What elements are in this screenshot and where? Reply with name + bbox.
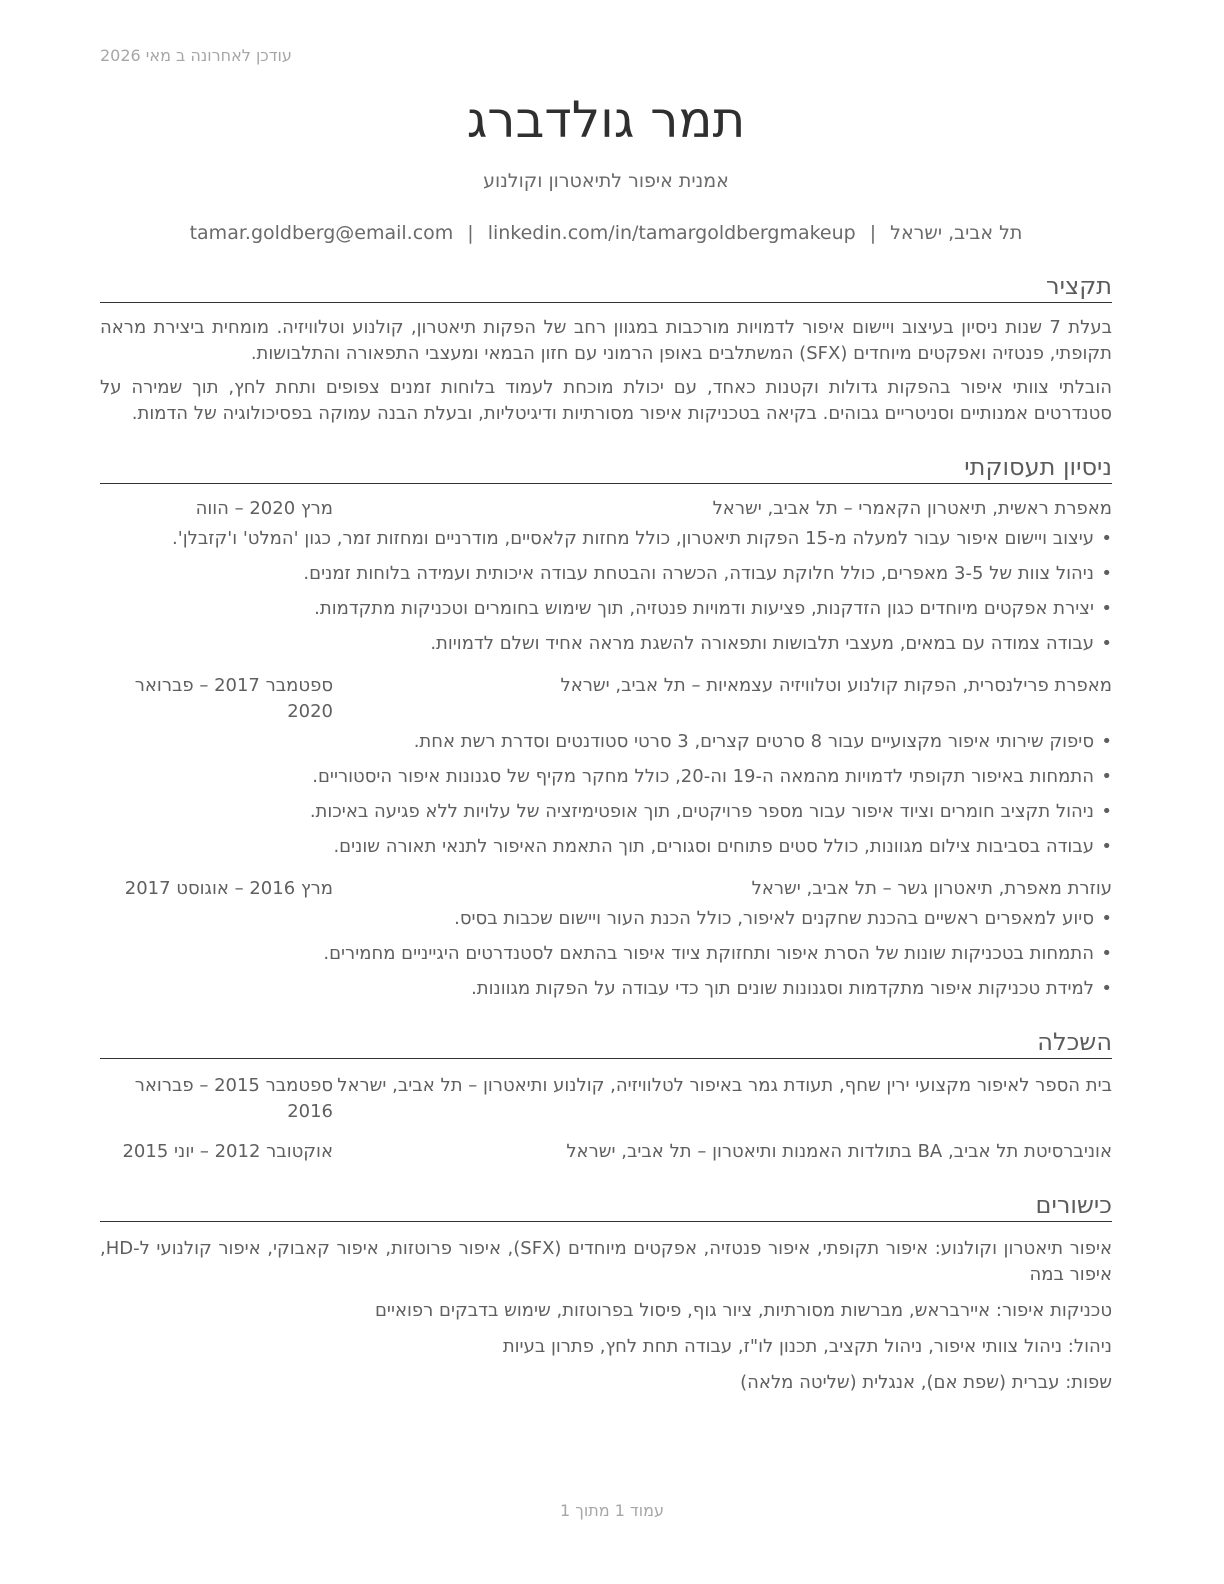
job-header xyxy=(100,673,1112,725)
job-bullets xyxy=(100,729,1112,860)
bullet-item: • ניהול צוות של 3-5 מאפרים, כולל חלוקת עבודה, הכשרה והבטחת עבודה איכותית ועמידה בלוחות זמנים. xyxy=(100,561,1112,587)
job-bullets xyxy=(100,906,1112,1002)
bullet-item: • עבודה צמודה עם במאים, מעצבי תלבושות ותפאורה להשגת מראה אחיד ושלם לדמויות. xyxy=(100,631,1112,657)
contact-line xyxy=(100,220,1112,246)
candidate-name: תמר גולדברג xyxy=(466,91,746,149)
job-title-line: מאפרת ראשית, תיאטרון הקאמרי – תל אביב, ישראל xyxy=(712,498,1112,519)
bullet-item: • למידת טכניקות איפור מתקדמות וסגנונות שונים תוך כדי עבודה על הפקות מגוונות. xyxy=(100,976,1112,1002)
job-entry xyxy=(100,673,1112,860)
skills-line: טכניקות איפור: איירבראש, מברשות מסורתיות, ציור גוף, פיסול בפרוטזות, שימוש בדבקים רפואיים xyxy=(374,1300,1112,1321)
summary-paragraph: בעלת 7 שנות ניסיון בעיצוב ויישום איפור לדמויות מורכבות במגוון רחב של הפקות תיאטרון, קולנוע וטלוויזיה. מומחית ביצירת מראה תקופתי, פנטזיה ואפקטים מיוחדים (SFX) המשתלבים באופן הרמוני עם חזון הבמאי ומעצבי התפאורה והתלבושות. xyxy=(100,317,1112,364)
separator: | xyxy=(467,222,474,244)
job-bullets xyxy=(100,526,1112,657)
bullet-item: • יצירת אפקטים מיוחדים כגון הזדקנות, פציעות ודמויות פנטזיה, תוך שימוש בחומרים וטכניקות מתקדמות. xyxy=(100,596,1112,622)
summary-heading: תקציר xyxy=(100,272,1112,303)
bullet-item: • סיוע למאפרים ראשיים בהכנת שחקנים לאיפור, כולל הכנת העור ויישום שכבות בסיס. xyxy=(100,906,1112,932)
bullet-item: • ניהול תקציב חומרים וציוד איפור עבור מספר פרויקטים, תוך אופטימיזציה של עלויות ללא פגיעה באיכות. xyxy=(100,799,1112,825)
summary-section xyxy=(100,315,1112,427)
education-entry xyxy=(100,1139,1112,1165)
bullet-item: • התמחות בטכניקות שונות של הסרת איפור ותחזוקת ציוד איפור בהתאם לסטנדרטים היגייניים מחמירים. xyxy=(100,941,1112,967)
experience-section xyxy=(100,496,1112,1002)
job-dates: מרץ 2020 – הווה xyxy=(195,498,333,519)
skills-line: שפות: עברית (שפת אם), אנגלית (שליטה מלאה) xyxy=(740,1372,1112,1393)
skills-heading: כישורים xyxy=(100,1191,1112,1222)
skills-line: ניהול: ניהול צוותי איפור, ניהול תקציב, תכנון לו"ז, עבודה תחת לחץ, פתרון בעיות xyxy=(502,1336,1112,1357)
education-entry xyxy=(100,1073,1112,1125)
bullet-item: • עיצוב ויישום איפור עבור למעלה מ-15 הפקות תיאטרון, כולל מחזות קלאסיים, מודרניים ומחזות זמר, כגון 'המלט' ו'קזבלן'. xyxy=(100,526,1112,552)
experience-heading: ניסיון תעסוקתי xyxy=(100,453,1112,484)
skills-line: איפור תיאטרון וקולנוע: איפור תקופתי, איפור פנטזיה, אפקטים מיוחדים (SFX), איפור פרוטזות, איפור קאבוקי, איפור קולנועי ל-HD, איפור במה xyxy=(100,1238,1113,1285)
separator: | xyxy=(869,222,877,244)
bullet-item: • התמחות באיפור תקופתי לדמויות מהמאה ה-19 וה-20, כולל מחקר מקיף של סגנונות איפור היסטוריים. xyxy=(100,764,1112,790)
job-dates: מרץ 2016 – אוגוסט 2017 xyxy=(124,878,333,899)
skills-section xyxy=(100,1236,1112,1396)
education-title: אוניברסיטת תל אביב, BA בתולדות האמנות ותיאטרון – תל אביב, ישראל xyxy=(566,1141,1112,1162)
location: תל אביב, ישראל xyxy=(890,222,1023,244)
email-link[interactable]: tamar.goldberg@email.com xyxy=(189,222,454,244)
job-dates: ספטמבר 2017 – פברואר 2020 xyxy=(134,675,333,722)
job-entry xyxy=(100,876,1112,1002)
education-heading: השכלה xyxy=(100,1028,1112,1059)
job-title-line: מאפרת פרילנסרית, הפקות קולנוע וטלוויזיה עצמאיות – תל אביב, ישראל xyxy=(560,675,1112,696)
job-entry xyxy=(100,496,1112,657)
job-title-line: עוזרת מאפרת, תיאטרון גשר – תל אביב, ישראל xyxy=(751,878,1112,899)
linkedin-link[interactable]: linkedin.com/in/tamargoldbergmakeup xyxy=(487,222,856,244)
job-header xyxy=(100,496,1112,522)
resume-page xyxy=(100,90,1112,1396)
last-updated: עודכן לאחרונה ב מאי 2026 xyxy=(100,46,292,65)
summary-paragraph: הובלתי צוותי איפור בהפקות גדולות וקטנות כאחד, עם יכולת מוכחת לעמוד בלוחות זמנים צפופים ותחת לחץ, תוך שמירה על סטנדרטים אמנותיים וסניטריים גבוהים. בקיאה בטכניקות איפור מסורתיות ודיגיטליות, ובעלת הבנה עמוקה בפסיכולוגיה של הדמות. xyxy=(100,377,1112,424)
bullet-item: • סיפוק שירותי איפור מקצועיים עבור 8 סרטים קצרים, 3 סרטי סטודנטים וסדרת רשת אחת. xyxy=(100,729,1112,755)
education-dates: אוקטובר 2012 – יוני 2015 xyxy=(122,1141,333,1162)
job-header xyxy=(100,876,1112,902)
page-number: עמוד 1 מתוך 1 xyxy=(560,1501,664,1520)
bullet-item: • עבודה בסביבות צילום מגוונות, כולל סטים פתוחים וסגורים, תוך התאמת האיפור לתנאי תאורה שונים. xyxy=(100,834,1112,860)
education-dates: ספטמבר 2015 – פברואר 2016 xyxy=(134,1075,333,1122)
education-section xyxy=(100,1073,1112,1165)
education-title: בית הספר לאיפור מקצועי ירין שחף, תעודת גמר באיפור לטלוויזיה, קולנוע ותיאטרון – תל אביב, ישראל xyxy=(337,1075,1112,1096)
job-title: אמנית איפור לתיאטרון וקולנוע xyxy=(483,170,729,192)
